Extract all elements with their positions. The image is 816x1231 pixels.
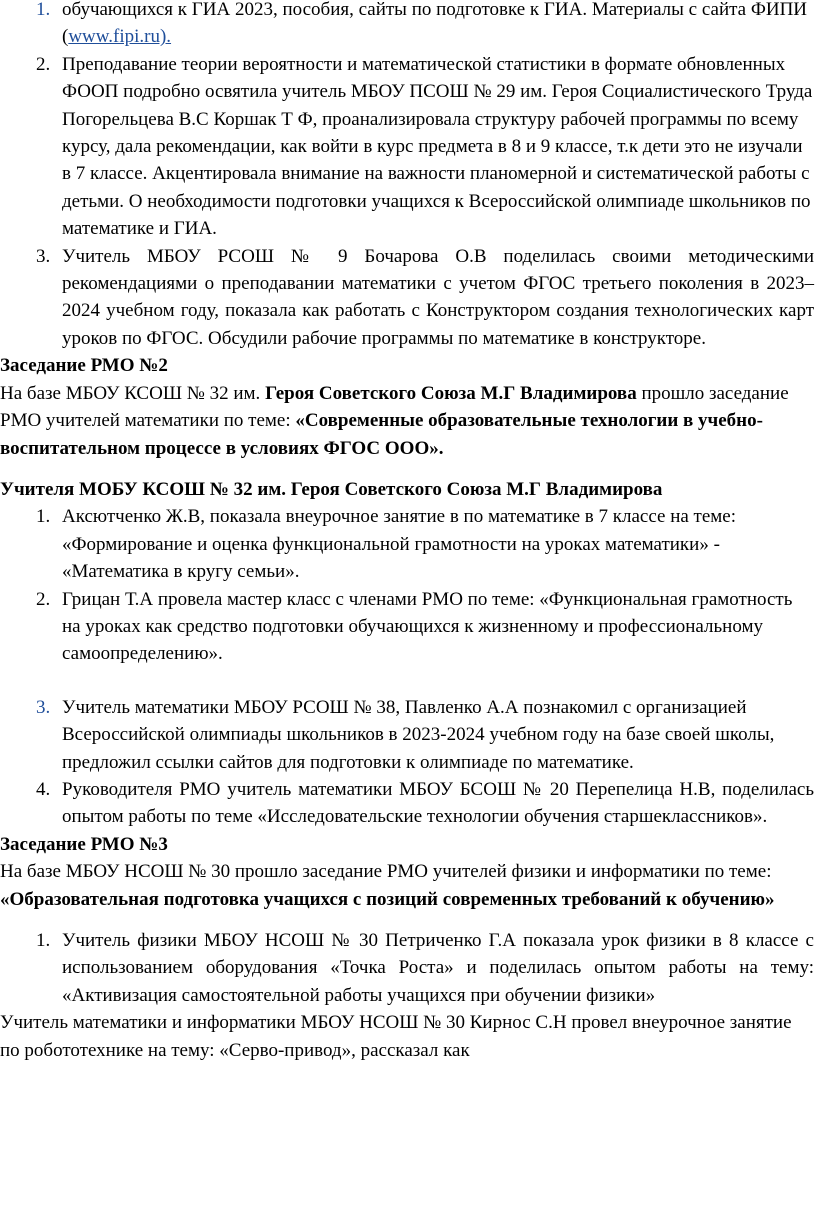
list-item xyxy=(0,586,816,668)
fipi-link[interactable]: www.fipi.ru). xyxy=(68,26,172,48)
list-item-text: Учитель МБОУ РСОШ № 9 Бочарова О.В поделилась своими методическими рекомендациями о преподавании математики с учетом ФГОС третьего поколения в 2023–2024 учебном году, показала как работать с Конструктором создания технологических карт уроков по ФГОС. Обсудили рабочие программы по математике в конструкторе. xyxy=(62,245,814,349)
meeting1-list xyxy=(0,0,816,352)
meeting3-intro-text: На базе МБОУ НСОШ № 30 прошло заседание РМО учителей физики и информатики по теме: xyxy=(0,861,772,883)
list-item-text: Учитель физики МБОУ НСОШ № 30 Петриченко Г.А показала урок физики в 8 классе с использованием оборудования «Точка Роста» и поделилась опытом работы на тему: «Активизация самостоятельной работы учащихся при обучении физики» xyxy=(62,930,814,1006)
list-item-text: Учитель математики МБОУ РСОШ № 38, Павленко А.А познакомил с организацией Всероссийской олимпиады школьников в 2023-2024 учебном году на базе своей школы, предложил ссылки сайтов для подготовки к олимпиаде по математике. xyxy=(62,696,775,773)
list-item-text: Грицан Т.А провела мастер класс с членами РМО по теме: «Функциональная грамотность на уроках как средство подготовки обучающихся к жизненному и профессиональному самоопределению». xyxy=(62,588,793,665)
meeting3-closing: Учитель математики и информатики МБОУ НСОШ № 30 Кирнос С.Н провел внеурочное занятие по робототехнике на тему: «Серво-привод», рассказал как xyxy=(0,1012,792,1061)
list-number: 2. xyxy=(36,53,51,75)
list-item xyxy=(0,694,816,776)
list-item-text: обучающихся к ГИА 2023, пособия, сайты по подготовке к ГИА. Материалы с сайта ФИПИ ( xyxy=(62,0,808,48)
meeting2-subheading: Учителя МОБУ КСОШ № 32 им. Героя Советского Союза М.Г Владимирова xyxy=(0,478,663,500)
list-number: 1. xyxy=(36,0,51,20)
meeting3-intro xyxy=(0,858,816,913)
list-item-text: Руководителя РМО учитель математики МБОУ БСОШ № 20 Перепелица Н.В, поделилась опытом работы по теме «Исследовательские технологии обучения старшеклассников». xyxy=(62,778,814,828)
list-item xyxy=(0,927,816,1009)
list-item xyxy=(0,243,816,353)
spacer xyxy=(0,913,816,927)
meeting3-heading: Заседание РМО №3 xyxy=(0,833,168,855)
list-number: 3. xyxy=(36,696,51,718)
list-item xyxy=(0,776,816,831)
list-number: 1. xyxy=(36,930,51,951)
meeting2-topic: «Современные образовательные технологии в учебно-воспитательном процессе в условиях ФГОС ООО». xyxy=(0,410,763,459)
meeting2-intro xyxy=(0,380,816,462)
meeting2-intro-bold-1: Героя Советского Союза М.Г Владимирова xyxy=(265,382,637,404)
spacer xyxy=(0,668,816,694)
meeting2-heading: Заседание РМО №2 xyxy=(0,355,168,377)
list-item-text: Аксютченко Ж.В, показала внеурочное занятие в по математике в 7 классе на теме: «Формирование и оценка функциональной грамотности на уроках математики» - «Математика в кругу семьи». xyxy=(62,506,737,583)
list-number: 2. xyxy=(36,588,51,610)
meeting2-list xyxy=(0,503,816,830)
spacer xyxy=(0,462,816,476)
meeting2-intro-text-2: прошло заседание РМО учителей математики по теме: xyxy=(0,382,789,432)
list-number: 4. xyxy=(36,778,51,800)
list-number: 1. xyxy=(36,506,51,528)
list-item-text: Преподавание теории вероятности и математической статистики в формате обновленных ФООП подробно освятила учитель МБОУ ПСОШ № 29 им. Героя Социалистического Труда Погорельцева В.С Коршак Т Ф, проанализировала структуру рабочей программы по всему курсу, дала рекомендации, как войти в курс предмета в 8 и 9 классе, т.к дети это не изучали в 7 классе. Акцентировала внимание на важности планомерной и систематической работы с детьми. О необходимости подготовки учащихся к Всероссийской олимпиаде школьников по математике и ГИА. xyxy=(62,53,813,240)
list-item xyxy=(0,0,816,51)
list-item xyxy=(0,503,816,585)
meeting3-topic: «Образовательная подготовка учащихся с позиций современных требований к обучению» xyxy=(0,888,775,910)
list-item xyxy=(0,51,816,243)
list-number: 3. xyxy=(36,245,51,267)
meeting2-intro-text-1: На базе МБОУ КСОШ № 32 им. xyxy=(0,382,266,404)
meeting3-list xyxy=(0,927,816,1009)
